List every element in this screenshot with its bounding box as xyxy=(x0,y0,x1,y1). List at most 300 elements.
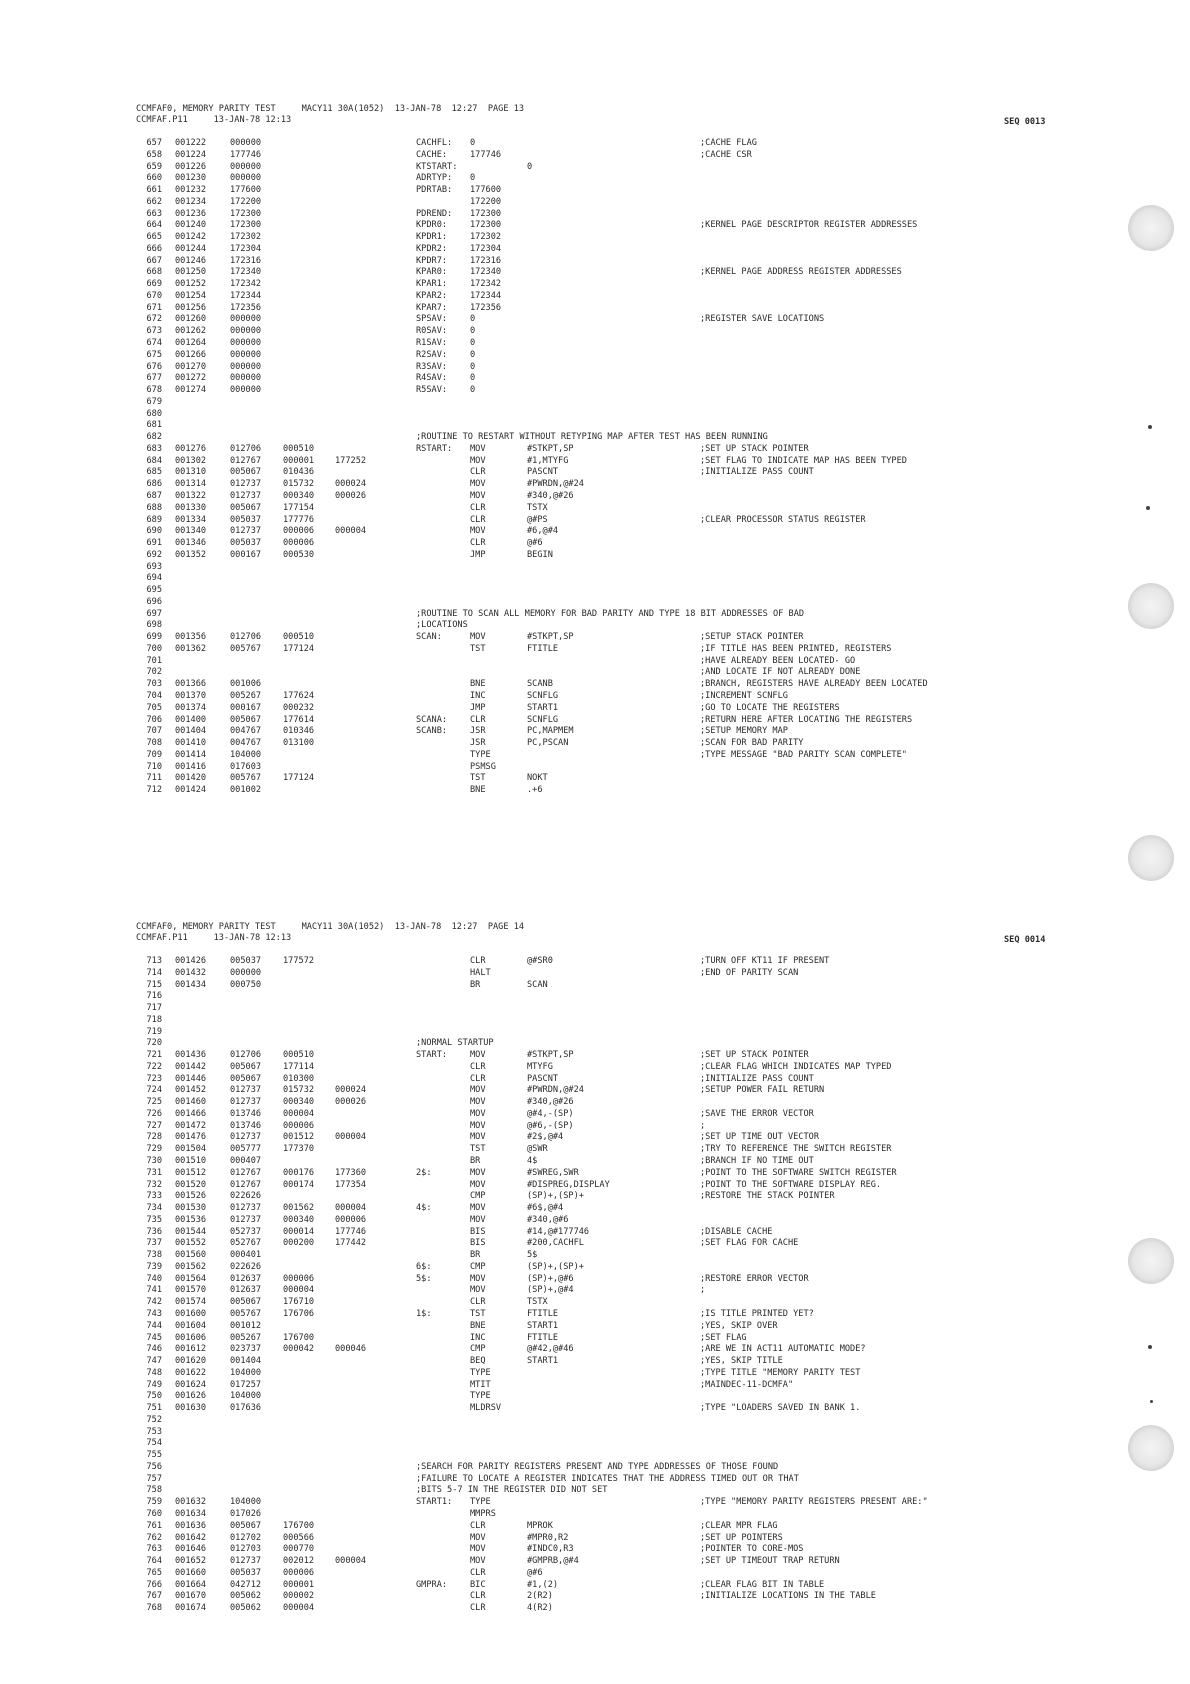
opcode: CLR xyxy=(470,714,486,725)
operand: FTITLE xyxy=(527,1332,559,1343)
line-number: 728 xyxy=(146,1132,162,1143)
line-number: 724 xyxy=(146,1085,162,1096)
line-number: 664 xyxy=(146,220,162,231)
listing-line xyxy=(0,491,1190,503)
opcode: 0 xyxy=(470,373,476,384)
listing-line xyxy=(0,573,1190,585)
label: R4SAV: xyxy=(416,373,448,384)
page-header-file: CCMFAF.P11 13-JAN-78 12:13 xyxy=(136,115,292,125)
listing-line xyxy=(0,162,1190,174)
address: 001274 xyxy=(175,385,207,396)
listing-line xyxy=(0,980,1190,992)
label: ;SEARCH FOR PARITY REGISTERS PRESENT AND TYPE ADDRESSES OF THOSE FOUND xyxy=(416,1461,779,1472)
line-number: 747 xyxy=(146,1356,162,1367)
line-number: 750 xyxy=(146,1391,162,1402)
line-number: 729 xyxy=(146,1144,162,1155)
listing-line xyxy=(0,1085,1190,1097)
word-1: 001404 xyxy=(230,1356,262,1367)
line-number: 759 xyxy=(146,1497,162,1508)
line-number: 723 xyxy=(146,1073,162,1084)
label: R2SAV: xyxy=(416,349,448,360)
operand: #MPR0,R2 xyxy=(527,1532,569,1543)
listing-line xyxy=(0,338,1190,350)
word-2: 000001 xyxy=(283,455,315,466)
line-number: 726 xyxy=(146,1108,162,1119)
address: 001624 xyxy=(175,1379,207,1390)
line-number: 692 xyxy=(146,549,162,560)
operand: 2(R2) xyxy=(527,1591,553,1602)
line-number: 689 xyxy=(146,514,162,525)
page-header-title: CCMFAF0, MEMORY PARITY TEST MACY11 30A(1052) 13-JAN-78 12:27 PAGE 14 xyxy=(136,922,525,932)
address: 001564 xyxy=(175,1273,207,1284)
listing-line xyxy=(0,1438,1190,1450)
listing-line xyxy=(0,968,1190,980)
address: 001472 xyxy=(175,1120,207,1131)
scan-speck xyxy=(1150,1400,1153,1403)
word-1: 017257 xyxy=(230,1379,262,1390)
address: 001642 xyxy=(175,1532,207,1543)
opcode: MOV xyxy=(470,455,486,466)
listing-line xyxy=(0,1462,1190,1474)
word-1: 172342 xyxy=(230,279,262,290)
line-number: 685 xyxy=(146,467,162,478)
word-1: 012706 xyxy=(230,632,262,643)
listing-line xyxy=(0,1568,1190,1580)
line-number: 703 xyxy=(146,679,162,690)
listing-line xyxy=(0,1180,1190,1192)
listing-line xyxy=(0,667,1190,679)
word-2: 000200 xyxy=(283,1238,315,1249)
listing-line xyxy=(0,503,1190,515)
word-1: 012737 xyxy=(230,479,262,490)
operand: #14,@#177746 xyxy=(527,1226,590,1237)
address: 001264 xyxy=(175,338,207,349)
listing-line xyxy=(0,1474,1190,1486)
listing-line xyxy=(0,303,1190,315)
line-number: 739 xyxy=(146,1261,162,1272)
word-2: 000014 xyxy=(283,1226,315,1237)
comment: ;KERNEL PAGE ADDRESS REGISTER ADDRESSES xyxy=(700,267,902,278)
listing-line xyxy=(0,1368,1190,1380)
label: ;FAILURE TO LOCATE A REGISTER INDICATES THAT THE ADDRESS TIMED OUT OR THAT xyxy=(416,1473,799,1484)
address: 001634 xyxy=(175,1508,207,1519)
line-number: 754 xyxy=(146,1438,162,1449)
label: PDRTAB: xyxy=(416,185,453,196)
address: 001330 xyxy=(175,502,207,513)
word-1: 172200 xyxy=(230,196,262,207)
comment: ;KERNEL PAGE DESCRIPTOR REGISTER ADDRESSES xyxy=(700,220,918,231)
comment: ;RETURN HERE AFTER LOCATING THE REGISTERS xyxy=(700,714,913,725)
opcode: JMP xyxy=(470,549,486,560)
line-number: 683 xyxy=(146,443,162,454)
listing-line xyxy=(0,656,1190,668)
opcode: MOV xyxy=(470,1556,486,1567)
listing-line xyxy=(0,1427,1190,1439)
word-2: 177614 xyxy=(283,714,315,725)
comment: ;MAINDEC-11-DCMFA" xyxy=(700,1379,794,1390)
opcode: HALT xyxy=(470,967,491,978)
listing-line xyxy=(0,244,1190,256)
address: 001270 xyxy=(175,361,207,372)
opcode: MOV xyxy=(470,1214,486,1225)
word-2: 010346 xyxy=(283,726,315,737)
line-number: 667 xyxy=(146,255,162,266)
operand: #STKPT,SP xyxy=(527,443,574,454)
label: 2$: xyxy=(416,1167,432,1178)
address: 001236 xyxy=(175,208,207,219)
address: 001410 xyxy=(175,738,207,749)
line-number: 662 xyxy=(146,196,162,207)
line-number: 701 xyxy=(146,655,162,666)
comment: ;SET FLAG xyxy=(700,1332,747,1343)
address: 001416 xyxy=(175,761,207,772)
line-number: 733 xyxy=(146,1191,162,1202)
operand: #1,MTYFG xyxy=(527,455,569,466)
word-2: 177154 xyxy=(283,502,315,513)
address: 001314 xyxy=(175,479,207,490)
listing-line xyxy=(0,538,1190,550)
word-2: 177124 xyxy=(283,643,315,654)
address: 001356 xyxy=(175,632,207,643)
listing-line xyxy=(0,420,1190,432)
page-header-file: CCMFAF.P11 13-JAN-78 12:13 xyxy=(136,933,292,943)
line-number: 730 xyxy=(146,1156,162,1167)
listing-line xyxy=(0,585,1190,597)
comment: ;IS TITLE PRINTED YET? xyxy=(700,1308,814,1319)
opcode: CLR xyxy=(470,1603,486,1614)
address: 001674 xyxy=(175,1603,207,1614)
opcode: 0 xyxy=(470,385,476,396)
comment: ;TYPE MESSAGE "BAD PARITY SCAN COMPLETE" xyxy=(700,749,907,760)
word-1: 004767 xyxy=(230,726,262,737)
opcode: CLR xyxy=(470,1061,486,1072)
word-3: 000004 xyxy=(335,1132,367,1143)
operand: 0 xyxy=(527,161,533,172)
operand: PASCNT xyxy=(527,1073,559,1084)
operand: SCNFLG xyxy=(527,690,559,701)
word-1: 000000 xyxy=(230,338,262,349)
word-1: 000167 xyxy=(230,549,262,560)
line-number: 709 xyxy=(146,749,162,760)
address: 001266 xyxy=(175,349,207,360)
opcode: MOV xyxy=(470,632,486,643)
word-1: 000000 xyxy=(230,385,262,396)
opcode: 172344 xyxy=(470,290,502,301)
opcode: MOV xyxy=(470,1285,486,1296)
operand: @#SR0 xyxy=(527,956,553,966)
address: 001414 xyxy=(175,749,207,760)
comment: ;CACHE CSR xyxy=(700,149,752,160)
address: 001512 xyxy=(175,1167,207,1178)
line-number: 764 xyxy=(146,1556,162,1567)
word-1: 012703 xyxy=(230,1544,262,1555)
word-3: 177360 xyxy=(335,1167,367,1178)
listing-line xyxy=(0,1391,1190,1403)
word-1: 005062 xyxy=(230,1591,262,1602)
line-number: 755 xyxy=(146,1450,162,1461)
opcode: CLR xyxy=(470,467,486,478)
line-number: 762 xyxy=(146,1532,162,1543)
line-number: 665 xyxy=(146,232,162,243)
comment: ;SET UP TIMEOUT TRAP RETURN xyxy=(700,1556,840,1567)
word-2: 000004 xyxy=(283,1285,315,1296)
line-number: 710 xyxy=(146,761,162,772)
line-number: 696 xyxy=(146,596,162,607)
label: R1SAV: xyxy=(416,338,448,349)
listing-line xyxy=(0,314,1190,326)
word-2: 015732 xyxy=(283,1085,315,1096)
scan-speck xyxy=(1148,1345,1152,1349)
word-2: 001562 xyxy=(283,1203,315,1214)
word-1: 012637 xyxy=(230,1273,262,1284)
line-number: 751 xyxy=(146,1403,162,1414)
listing-line xyxy=(0,1497,1190,1509)
listing-line xyxy=(0,267,1190,279)
operand: #6,@#4 xyxy=(527,526,559,537)
label: ;ROUTINE TO SCAN ALL MEMORY FOR BAD PARITY AND TYPE 18 BIT ADDRESSES OF BAD xyxy=(416,608,805,619)
comment: ;TRY TO REFERENCE THE SWITCH REGISTER xyxy=(700,1144,892,1155)
comment: ;AND LOCATE IF NOT ALREADY DONE xyxy=(700,667,861,678)
listing-line xyxy=(0,1274,1190,1286)
operand: #340,@#26 xyxy=(527,490,574,501)
punch-hole xyxy=(1128,835,1174,881)
line-number: 713 xyxy=(146,956,162,966)
comment: ;CLEAR FLAG BIT IN TABLE xyxy=(700,1579,825,1590)
address: 001606 xyxy=(175,1332,207,1343)
label: GMPRA: xyxy=(416,1579,448,1590)
word-1: 005767 xyxy=(230,773,262,784)
line-number: 734 xyxy=(146,1203,162,1214)
word-1: 005067 xyxy=(230,502,262,513)
line-number: 657 xyxy=(146,138,162,148)
opcode: MOV xyxy=(470,1203,486,1214)
operand: #SWREG,SWR xyxy=(527,1167,579,1178)
operand: (SP)+,@#4 xyxy=(527,1285,574,1296)
operand: 4$ xyxy=(527,1156,538,1167)
listing-line xyxy=(0,1591,1190,1603)
line-number: 663 xyxy=(146,208,162,219)
listing-line xyxy=(0,1027,1190,1039)
listing-line xyxy=(0,1297,1190,1309)
operand: PASCNT xyxy=(527,467,559,478)
comment: ;IF TITLE HAS BEEN PRINTED, REGISTERS xyxy=(700,643,892,654)
listing-line xyxy=(0,232,1190,244)
word-2: 000042 xyxy=(283,1344,315,1355)
word-1: 005267 xyxy=(230,690,262,701)
address: 001660 xyxy=(175,1567,207,1578)
listing-line xyxy=(0,1121,1190,1133)
word-1: 172316 xyxy=(230,255,262,266)
operand: FTITLE xyxy=(527,1308,559,1319)
comment: ;DISABLE CACHE xyxy=(700,1226,773,1237)
word-1: 000000 xyxy=(230,326,262,337)
address: 001366 xyxy=(175,679,207,690)
opcode: 172342 xyxy=(470,279,502,290)
line-number: 763 xyxy=(146,1544,162,1555)
line-number: 687 xyxy=(146,490,162,501)
word-1: 012706 xyxy=(230,1050,262,1061)
address: 001244 xyxy=(175,243,207,254)
line-number: 767 xyxy=(146,1591,162,1602)
opcode: 172340 xyxy=(470,267,502,278)
opcode: CLR xyxy=(470,1520,486,1531)
word-1: 000407 xyxy=(230,1156,262,1167)
word-2: 010300 xyxy=(283,1073,315,1084)
operand: MTYFG xyxy=(527,1061,553,1072)
line-number: 725 xyxy=(146,1097,162,1108)
word-1: 012737 xyxy=(230,1132,262,1143)
label: START1: xyxy=(416,1497,453,1508)
word-1: 001006 xyxy=(230,679,262,690)
opcode: 172302 xyxy=(470,232,502,243)
line-number: 711 xyxy=(146,773,162,784)
listing-line xyxy=(0,956,1190,968)
listing-line xyxy=(0,738,1190,750)
address: 001452 xyxy=(175,1085,207,1096)
listing-line xyxy=(0,1250,1190,1262)
operand: #GMPRB,@#4 xyxy=(527,1556,579,1567)
address: 001526 xyxy=(175,1191,207,1202)
word-1: 012767 xyxy=(230,1179,262,1190)
comment: ; xyxy=(700,1120,706,1131)
listing-line xyxy=(0,173,1190,185)
word-1: 017636 xyxy=(230,1403,262,1414)
comment: ;POINT TO THE SOFTWARE DISPLAY REG. xyxy=(700,1179,882,1190)
word-1: 005067 xyxy=(230,714,262,725)
line-number: 680 xyxy=(146,408,162,419)
word-1: 000000 xyxy=(230,173,262,184)
word-2: 000004 xyxy=(283,1108,315,1119)
address: 001240 xyxy=(175,220,207,231)
punch-hole xyxy=(1128,1425,1174,1471)
opcode: 0 xyxy=(470,173,476,184)
opcode: CLR xyxy=(470,538,486,549)
word-2: 000770 xyxy=(283,1544,315,1555)
word-2: 000006 xyxy=(283,1273,315,1284)
label: ;ROUTINE TO RESTART WITHOUT RETYPING MAP AFTER TEST HAS BEEN RUNNING xyxy=(416,432,768,443)
operand: START1 xyxy=(527,1356,559,1367)
label: KTSTART: xyxy=(416,161,458,172)
comment: ;TYPE "MEMORY PARITY REGISTERS PRESENT ARE:" xyxy=(700,1497,928,1508)
operand: #340,@#26 xyxy=(527,1097,574,1108)
word-1: 005767 xyxy=(230,643,262,654)
address: 001612 xyxy=(175,1344,207,1355)
listing-line xyxy=(0,279,1190,291)
listing-line xyxy=(0,762,1190,774)
listing-line xyxy=(0,1215,1190,1227)
address: 001260 xyxy=(175,314,207,325)
operand: 4(R2) xyxy=(527,1603,553,1614)
line-number: 742 xyxy=(146,1297,162,1308)
operand: #DISPREG,DISPLAY xyxy=(527,1179,610,1190)
word-1: 000000 xyxy=(230,361,262,372)
operand: #2$,@#4 xyxy=(527,1132,564,1143)
opcode: CMP xyxy=(470,1191,486,1202)
label: CACHFL: xyxy=(416,138,453,148)
line-number: 740 xyxy=(146,1273,162,1284)
word-2: 000340 xyxy=(283,1214,315,1225)
label: R0SAV: xyxy=(416,326,448,337)
comment: ;SET UP STACK POINTER xyxy=(700,1050,809,1061)
opcode: 172356 xyxy=(470,302,502,313)
comment: ;CACHE FLAG xyxy=(700,138,757,148)
listing-line xyxy=(0,397,1190,409)
line-number: 732 xyxy=(146,1179,162,1190)
opcode: MOV xyxy=(470,1108,486,1119)
listing-line xyxy=(0,1450,1190,1462)
word-1: 172340 xyxy=(230,267,262,278)
operand: @#6,-(SP) xyxy=(527,1120,574,1131)
line-number: 686 xyxy=(146,479,162,490)
listing-line xyxy=(0,138,1190,150)
line-number: 695 xyxy=(146,585,162,596)
line-number: 722 xyxy=(146,1061,162,1072)
opcode: MOV xyxy=(470,1544,486,1555)
word-1: 005777 xyxy=(230,1144,262,1155)
line-number: 676 xyxy=(146,361,162,372)
word-2: 000006 xyxy=(283,538,315,549)
punch-hole xyxy=(1128,205,1174,251)
line-number: 721 xyxy=(146,1050,162,1061)
line-number: 708 xyxy=(146,738,162,749)
label: 6$: xyxy=(416,1261,432,1272)
opcode: MOV xyxy=(470,443,486,454)
opcode: MOV xyxy=(470,490,486,501)
line-number: 768 xyxy=(146,1603,162,1614)
label: ADRTYP: xyxy=(416,173,453,184)
comment: ;BRANCH, REGISTERS HAVE ALREADY BEEN LOCATED xyxy=(700,679,928,690)
line-number: 758 xyxy=(146,1485,162,1496)
operand: MPROK xyxy=(527,1520,553,1531)
comment: ;END OF PARITY SCAN xyxy=(700,967,799,978)
word-1: 012737 xyxy=(230,1214,262,1225)
line-number: 743 xyxy=(146,1308,162,1319)
comment: ;SET UP POINTERS xyxy=(700,1532,783,1543)
address: 001510 xyxy=(175,1156,207,1167)
comment: ;TYPE TITLE "MEMORY PARITY TEST xyxy=(700,1367,861,1378)
label: KPDR2: xyxy=(416,243,448,254)
address: 001234 xyxy=(175,196,207,207)
listing-line xyxy=(0,1109,1190,1121)
opcode: BNE xyxy=(470,679,486,690)
address: 001434 xyxy=(175,979,207,990)
listing-line xyxy=(0,1132,1190,1144)
word-2: 000006 xyxy=(283,526,315,537)
operand: SCANB xyxy=(527,679,553,690)
line-number: 731 xyxy=(146,1167,162,1178)
listing-line xyxy=(0,1580,1190,1592)
label: KPDR1: xyxy=(416,232,448,243)
line-number: 659 xyxy=(146,161,162,172)
address: 001436 xyxy=(175,1050,207,1061)
line-number: 670 xyxy=(146,290,162,301)
opcode: BNE xyxy=(470,1320,486,1331)
listing-line xyxy=(0,362,1190,374)
opcode: BIS xyxy=(470,1238,486,1249)
listing-line xyxy=(0,467,1190,479)
line-number: 690 xyxy=(146,526,162,537)
opcode: TST xyxy=(470,1144,486,1155)
listing-line xyxy=(0,609,1190,621)
operand: NOKT xyxy=(527,773,548,784)
line-number: 717 xyxy=(146,1003,162,1014)
listing-line xyxy=(0,1603,1190,1615)
word-2: 000340 xyxy=(283,490,315,501)
listing-line xyxy=(0,526,1190,538)
word-1: 172302 xyxy=(230,232,262,243)
line-number: 716 xyxy=(146,991,162,1002)
opcode: MOV xyxy=(470,1132,486,1143)
